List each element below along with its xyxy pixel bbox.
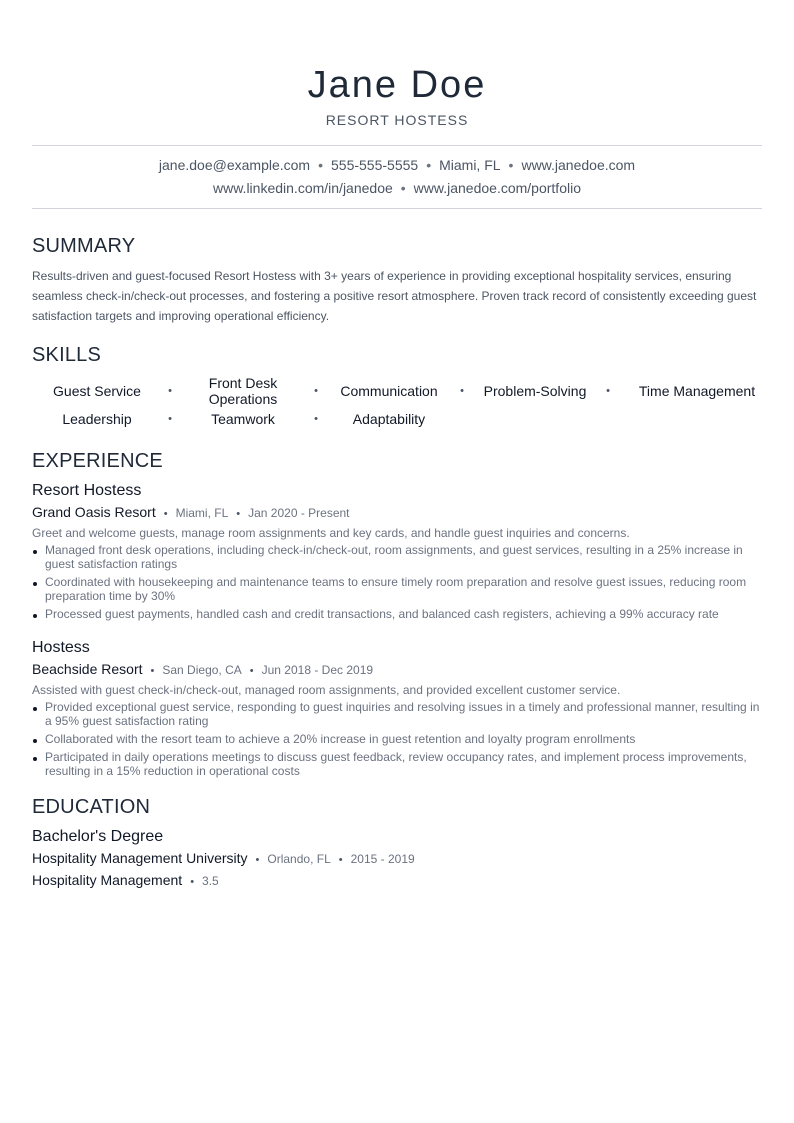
- header-divider-bottom: [32, 208, 762, 209]
- summary-heading: SUMMARY: [32, 235, 136, 257]
- achievement-item: Participated in daily operations meetings to discuss guest feedback, review occupancy rates, and implement process improvements, resulting in a 15% reduction in operational costs: [32, 750, 762, 778]
- job-achievements: [32, 543, 762, 621]
- separator-dot: •: [255, 854, 260, 866]
- skill-separator: •: [606, 385, 610, 397]
- job-achievements: [32, 700, 762, 778]
- skill-item: Time Management: [638, 383, 756, 399]
- skill-separator: •: [168, 413, 172, 425]
- website-link[interactable]: www.janedoe.com: [521, 157, 636, 173]
- separator-dot: •: [236, 508, 241, 520]
- separator-dot: •: [426, 157, 432, 173]
- phone-number[interactable]: 555-555-5555: [331, 157, 419, 173]
- job-dates: Jan 2020 - Present: [248, 506, 350, 520]
- separator-dot: •: [150, 665, 155, 677]
- candidate-name: Jane Doe: [307, 64, 487, 106]
- portfolio-link[interactable]: www.janedoe.com/portfolio: [413, 180, 581, 196]
- job-location: Miami, FL: [175, 506, 229, 520]
- candidate-role: RESORT HOSTESS: [325, 112, 469, 128]
- skill-separator: •: [314, 413, 318, 425]
- achievement-item: Processed guest payments, handled cash and credit transactions, and balanced cash registers, achieving a 99% accuracy rate: [32, 607, 762, 621]
- job-entry: [32, 638, 762, 778]
- email-link[interactable]: jane.doe@example.com: [158, 157, 311, 173]
- education-field-line: [32, 871, 762, 891]
- contact-line-2: [32, 177, 762, 200]
- company-name: Grand Oasis Resort: [32, 504, 156, 520]
- achievement-item: Managed front desk operations, including check-in/check-out, room assignments, and guest services, resulting in a 25% increase in guest satisfaction ratings: [32, 543, 762, 571]
- skill-item: Leadership: [62, 411, 132, 427]
- education-meta: [32, 849, 762, 869]
- school-name: Hospitality Management University: [32, 850, 248, 866]
- contact-info: [32, 146, 762, 208]
- linkedin-link[interactable]: www.linkedin.com/in/janedoe: [213, 180, 393, 196]
- skill-item: Guest Service: [53, 383, 141, 399]
- separator-dot: •: [249, 665, 254, 677]
- skill-separator: •: [314, 385, 318, 397]
- skill-separator: •: [168, 385, 172, 397]
- achievement-item: Collaborated with the resort team to achieve a 20% increase in guest retention and loyalty program enrollments: [32, 732, 762, 746]
- separator-dot: •: [400, 180, 406, 196]
- skill-item: Communication: [340, 383, 438, 399]
- company-name: Beachside Resort: [32, 661, 143, 677]
- job-title: Resort Hostess: [32, 482, 142, 499]
- gpa: 3.5: [202, 874, 219, 888]
- skill-item: Adaptability: [352, 411, 426, 427]
- contact-line-1: [32, 154, 762, 177]
- separator-dot: •: [508, 157, 514, 173]
- summary-text: Results-driven and guest-focused Resort Hostess with 3+ years of experience in providing exceptional hospitality services, ensuring seamless check-in/check-out processes, and fostering a positive resort atmosphere. Proven track record of consistently exceeding guest satisfaction targets and improving operational efficiency.: [32, 269, 757, 323]
- separator-dot: •: [338, 854, 343, 866]
- job-dates: Jun 2018 - Dec 2019: [261, 663, 374, 677]
- education-dates: 2015 - 2019: [350, 852, 415, 866]
- education-heading: EDUCATION: [32, 796, 151, 818]
- experience-heading: EXPERIENCE: [32, 450, 163, 472]
- skill-item: Front Desk Operations: [208, 375, 278, 407]
- field-of-study: Hospitality Management: [32, 872, 183, 888]
- skills-grid: [32, 375, 762, 431]
- degree-title: Bachelor's Degree: [32, 828, 164, 845]
- skill-item: Problem-Solving: [483, 383, 587, 399]
- job-description: Greet and welcome guests, manage room assignments and key cards, and handle guest inquiries and concerns.: [32, 526, 630, 540]
- skills-heading: SKILLS: [32, 344, 102, 366]
- separator-dot: •: [190, 876, 195, 888]
- separator-dot: •: [163, 508, 168, 520]
- job-meta: [32, 503, 762, 523]
- skill-separator: •: [460, 385, 464, 397]
- achievement-item: Coordinated with housekeeping and maintenance teams to ensure timely room preparation and resolve guest issues, reducing room preparation time by 30%: [32, 575, 762, 603]
- achievement-item: Provided exceptional guest service, responding to guest inquiries and resolving issues in a timely and professional manner, resulting in a 95% guest satisfaction rating: [32, 700, 762, 728]
- skill-item: Teamwork: [211, 411, 275, 427]
- job-location: San Diego, CA: [162, 663, 242, 677]
- separator-dot: •: [318, 157, 323, 173]
- education-entry: [32, 827, 762, 891]
- location: Miami, FL: [439, 157, 501, 173]
- school-location: Orlando, FL: [267, 852, 331, 866]
- job-meta: [32, 660, 762, 680]
- job-description: Assisted with guest check-in/check-out, managed room assignments, and provided excellent customer service.: [32, 683, 621, 697]
- job-title: Hostess: [32, 639, 90, 656]
- job-entry: [32, 481, 762, 621]
